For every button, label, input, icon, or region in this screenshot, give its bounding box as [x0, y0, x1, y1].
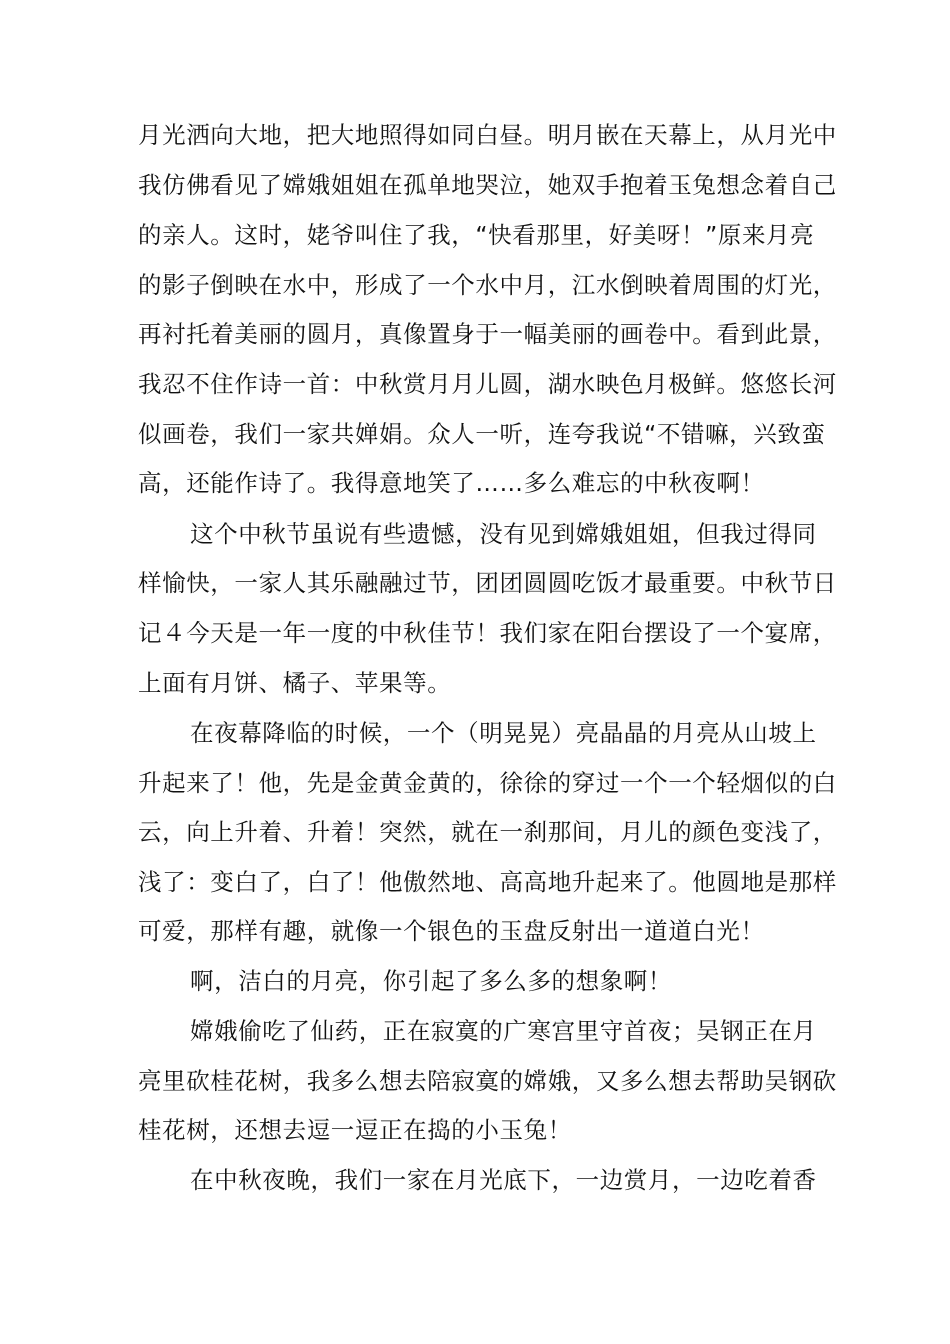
paragraph-first-line: 在夜幕降临的时候，一个（明晃晃）亮晶晶的月亮从山坡上	[190, 719, 817, 747]
text-line: 升起来了！他，先是金黄金黄的，徐徐的穿过一个一个轻烟似的白	[138, 769, 837, 797]
text-line: 上面有月饼、橘子、苹果等。	[138, 669, 452, 697]
text-line: 的影子倒映在水中，形成了一个水中月，江水倒映着周围的灯光，	[138, 271, 837, 299]
text-line: 我仿佛看见了嫦娥姐姐在孤单地哭泣，她双手抱着玉兔想念着自己	[138, 171, 837, 199]
paragraph-first-line: 嫦娥偷吃了仙药，正在寂寞的广寒宫里守首夜；吴钢正在月	[190, 1017, 817, 1045]
text-line: 样愉快，一家人其乐融融过节，团团圆圆吃饭才最重要。中秋节日	[138, 569, 837, 597]
text-line: 可爱，那样有趣，就像一个银色的玉盘反射出一道道白光！	[138, 917, 765, 945]
text-line: 云，向上升着、升着！突然，就在一刹那间，月儿的颜色变浅了，	[138, 818, 837, 846]
text-line: 桂花树，还想去逗一逗正在捣的小玉兔！	[138, 1116, 572, 1144]
text-line: 记４今天是一年一度的中秋佳节！我们家在阳台摆设了一个宴席，	[138, 619, 837, 647]
text-line: 浅了：变白了，白了！他傲然地、高高地升起来了。他圆地是那样	[138, 868, 837, 896]
text-line: 再衬托着美丽的圆月，真像置身于一幅美丽的画卷中。看到此景，	[138, 320, 837, 348]
paragraph-first-line: 这个中秋节虽说有些遗憾，没有见到嫦娥姐姐，但我过得同	[190, 520, 817, 548]
text-line: 我忍不住作诗一首：中秋赏月月儿圆，湖水映色月极鲜。悠悠长河	[138, 370, 837, 398]
text-line: 的亲人。这时，姥爷叫住了我，“快看那里，好美呀！”原来月亮	[138, 221, 815, 249]
paragraph-first-line: 在中秋夜晚，我们一家在月光底下，一边赏月，一边吃着香	[190, 1166, 817, 1194]
text-line: 高，还能作诗了。我得意地笑了……多么难忘的中秋夜啊！	[138, 469, 765, 497]
text-line: 月光洒向大地，把大地照得如同白昼。明月嵌在天幕上，从月光中	[138, 121, 837, 149]
paragraph-first-line: 啊，洁白的月亮，你引起了多么多的想象啊！	[190, 967, 672, 995]
text-line: 似画卷，我们一家共婵娟。众人一听，连夸我说“不错嘛，兴致蛮	[138, 420, 826, 448]
text-line: 亮里砍桂花树，我多么想去陪寂寞的嫦娥，又多么想去帮助吴钢砍	[138, 1067, 837, 1095]
